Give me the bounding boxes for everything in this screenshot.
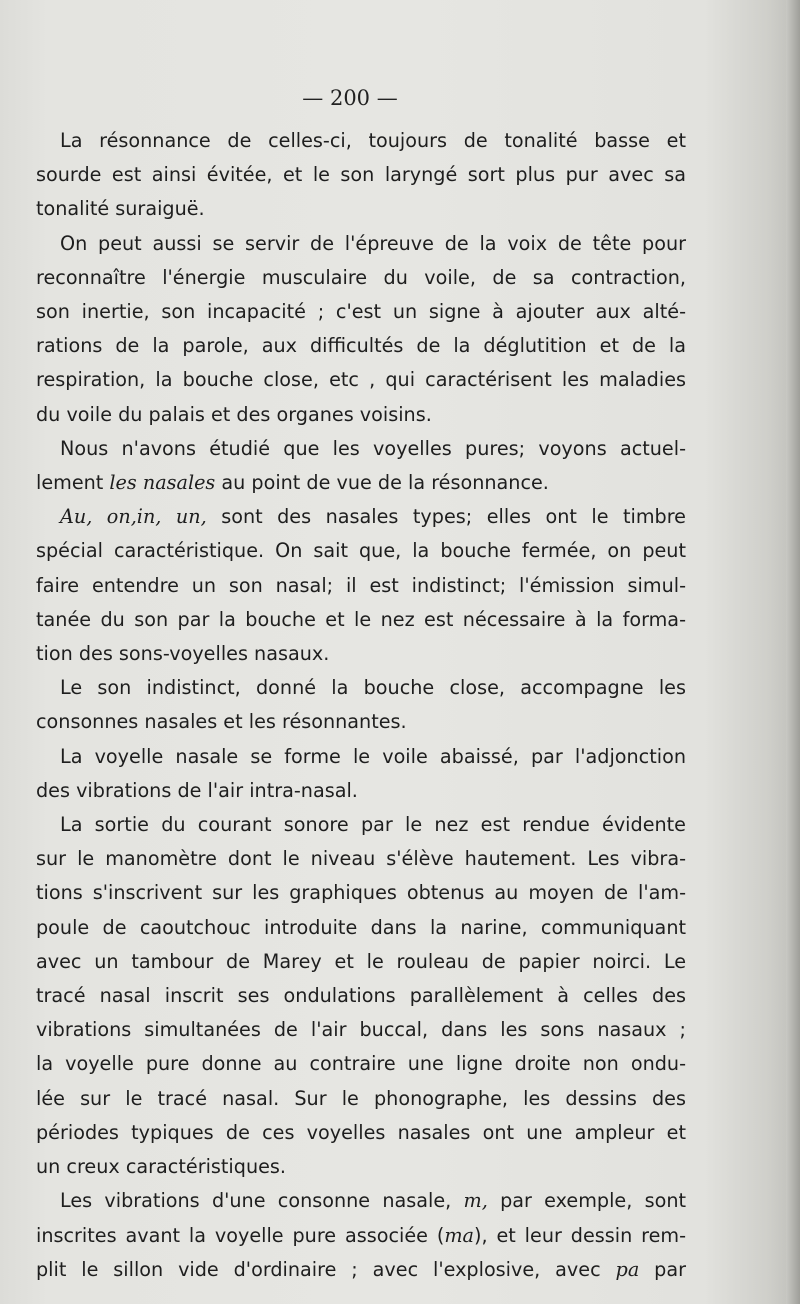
text-line: spécial caractéristique. On sait que, la bouche fermée, on peut [36, 539, 686, 563]
paragraph [36, 671, 686, 739]
text-line [36, 500, 686, 534]
text-line: tonalité suraiguë. [36, 197, 205, 221]
text-line: sur le manomètre dont le niveau s'élève hautement. Les vibra- [36, 847, 686, 871]
text-line: rations de la parole, aux difficultés de la déglutition et de la [36, 334, 686, 358]
text-fragment: lement [36, 471, 110, 495]
text-line: périodes typiques de ces voyelles nasales ont une ampleur et [36, 1120, 686, 1144]
text-fragment: plit le sillon vide d'ordinaire ; avec l'explosive, avec [36, 1257, 616, 1281]
paragraph [36, 500, 686, 671]
text-fragment: par [639, 1257, 686, 1281]
text-line: tanée du son par la bouche et le nez est nécessaire à la forma- [36, 607, 686, 631]
paragraph [36, 124, 686, 227]
text-line: son inertie, son incapacité ; c'est un signe à ajouter aux alté- [36, 300, 686, 324]
paragraph [36, 740, 686, 808]
text-line: faire entendre un son nasal; il est indistinct; l'émission simul- [36, 573, 686, 597]
text-fragment: inscrites avant la voyelle pure associée ( [36, 1223, 445, 1247]
text-line: respiration, la bouche close, etc , qui caractérisent les maladies [36, 368, 686, 392]
text-line: tions s'inscrivent sur les graphiques obtenus au moyen de l'am- [36, 881, 686, 905]
text-line: poule de caoutchouc introduite dans la narine, communiquant [36, 915, 686, 939]
text-line: Nous n'avons étudié que les voyelles pures; voyons actuel- [60, 436, 686, 460]
text-line: reconnaître l'énergie musculaire du voile, de sa contraction, [36, 265, 686, 289]
text-line [36, 466, 686, 500]
text-fragment: ), et leur dessin rem- [474, 1223, 687, 1247]
text-fragment: au point de vue de la résonnance. [215, 471, 549, 495]
text-line: La voyelle nasale se forme le voile abaissé, par l'adjonction [60, 744, 686, 768]
text-line: La sortie du courant sonore par le nez est rendue évidente [60, 813, 686, 837]
text-line: lée sur le tracé nasal. Sur le phonographe, les dessins des [36, 1086, 686, 1110]
paragraph [36, 432, 686, 500]
text-line: Le son indistinct, donné la bouche close, accompagne les [60, 676, 686, 700]
text-line: tion des sons-voyelles nasaux. [36, 642, 330, 666]
italic-term: les nasales [109, 471, 216, 495]
text-line: un creux caractéristiques. [36, 1155, 286, 1179]
text-line: avec un tambour de Marey et le rouleau de papier noirci. Le [36, 949, 686, 973]
italic-term: Au, on,in, un, [60, 505, 207, 529]
text-line: tracé nasal inscrit ses ondulations parallèlement à celles des [36, 984, 686, 1008]
page-edge-shadow [786, 0, 800, 1304]
text-line: On peut aussi se servir de l'épreuve de la voix de tête pour [60, 231, 686, 255]
text-line: des vibrations de l'air intra-nasal. [36, 778, 358, 802]
text-fragment: par exemple, sont [487, 1189, 686, 1213]
body-text [36, 124, 686, 1287]
text-line [36, 1253, 686, 1287]
paragraph [36, 227, 686, 432]
text-fragment: Les vibrations d'une consonne nasale, [60, 1189, 464, 1213]
italic-term: pa [615, 1257, 640, 1281]
text-line: du voile du palais et des organes voisins. [36, 402, 432, 426]
text-line [36, 1219, 686, 1253]
page-number: — 200 — [302, 86, 398, 110]
text-line: consonnes nasales et les résonnantes. [36, 710, 407, 734]
text-line: vibrations simultanées de l'air buccal, dans les sons nasaux ; [36, 1018, 686, 1042]
paragraph [36, 1184, 686, 1287]
italic-term: m, [463, 1189, 488, 1213]
text-line [36, 1184, 686, 1218]
text-fragment: sont des nasales types; elles ont le timbre [206, 505, 686, 529]
paragraph [36, 808, 686, 1184]
italic-term: ma [444, 1223, 474, 1247]
text-line: la voyelle pure donne au contraire une ligne droite non ondu- [36, 1052, 686, 1076]
text-line: sourde est ainsi évitée, et le son laryngé sort plus pur avec sa [36, 163, 686, 187]
text-line: La résonnance de celles-ci, toujours de tonalité basse et [60, 129, 686, 152]
